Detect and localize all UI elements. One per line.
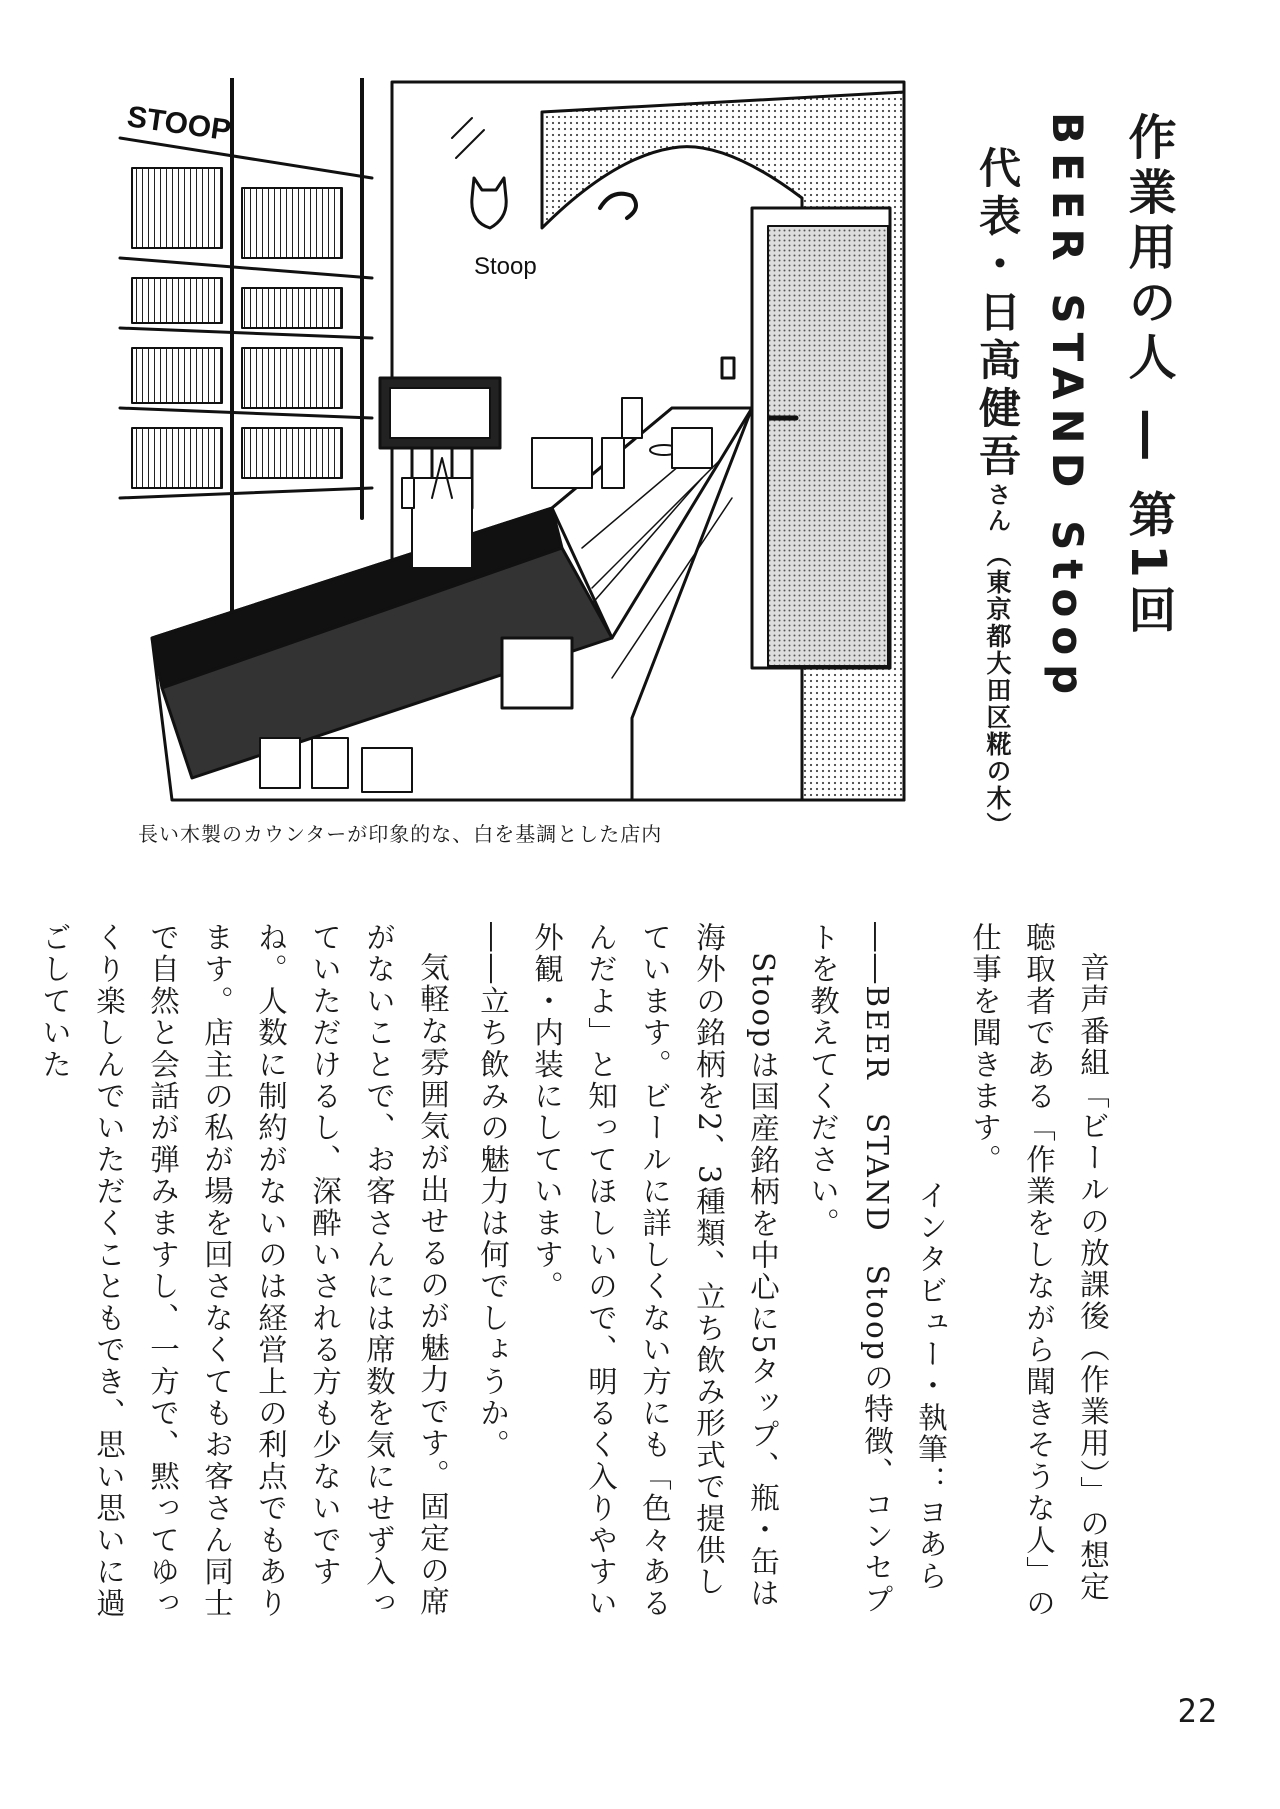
location: （東京都大田区糀の木） [983,542,1012,839]
byline: インタビュー・執筆：ヨあら [914,1179,948,1592]
bar-interior-illustration [112,78,922,804]
door-logo: Stoop [474,253,537,280]
shop-name: BEER STAND Stoop [1043,112,1092,704]
article-body [38,922,1120,1622]
series-title: 作業用の人 ― 第1回 [1120,112,1176,640]
answer-2: 気軽な雰囲気が出せるのが魅力です。固定の席がないことで、お客さんには席数を気にせず入っていただけるし、深酔いされる方も少ないですね。人数に制約がないのは経営上の利点でもあります。店主の私が場を回さなくてもお客さん同士で自然と会話が弾みますし、一方で、黙ってゆっくり楽しんでいただくこともでき、思い思いに過ごしていた [38,922,450,1620]
question-1: ――BEER STAND Stoopの特徴、コンセプトを教えてください。 [806,922,894,1616]
illustration-caption: 長い木製のカウンターが印象的な、白を基調とした店内 [138,822,663,846]
person-name: 代表・日高健吾 [973,146,1022,482]
page-number: 22 [1177,1692,1218,1730]
honorific: さん [983,482,1011,534]
question-2: ――立ち飲みの魅力は何でしょうか。 [476,922,510,1461]
answer-1: Stoopは国産銘柄を中心に5タップ、瓶・缶は海外の銘柄を2、3種類、立ち飲み形式で提供しています。ビールに詳しくない方にも「色々あるんだよ」と知ってほしいので、明るく入りやすい外観・内装にしています。 [530,922,780,1620]
person-heading [973,146,1022,839]
shop-sign: STOOP [125,100,234,148]
intro-paragraph: 音声番組「ビールの放課後（作業用）」の想定聴取者である「作業をしながら聞きそうな人」の仕事を聞きます。 [968,922,1110,1620]
